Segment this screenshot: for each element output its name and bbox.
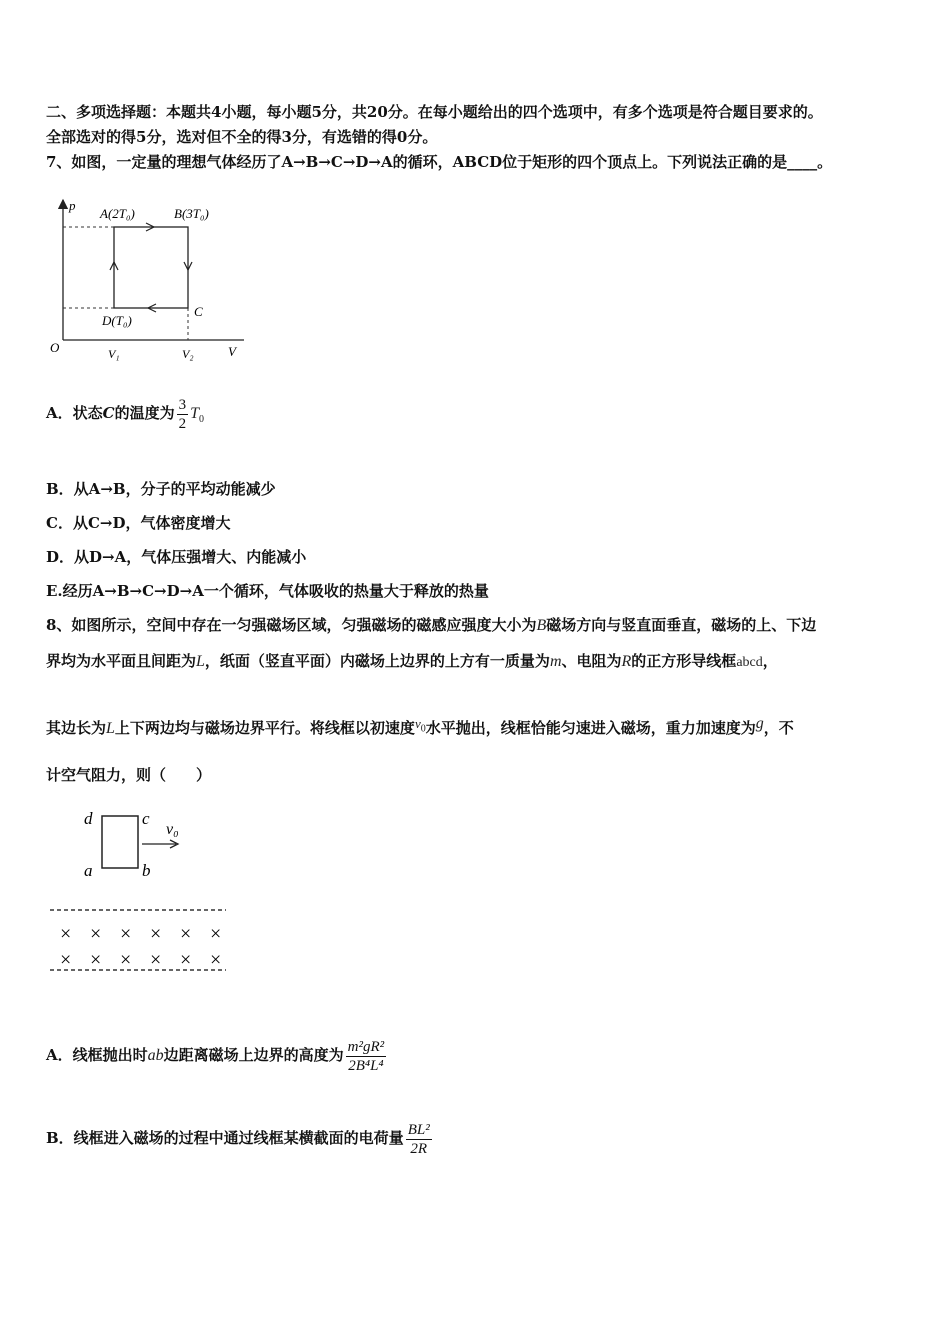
q7-option-b: B．从A→B，分子的平均动能减少 xyxy=(46,480,276,498)
q7-option-a-var: C xyxy=(102,404,115,422)
label-a: a xyxy=(84,861,93,880)
field-cross: × xyxy=(120,949,132,971)
q8-line3: 其边长为L上下两边均与磁场边界平行。将线框以初速度$v_0$水平抛出，线框恰能匀速进入磁场，重力加速度为g，不 xyxy=(46,715,794,737)
p-label: p xyxy=(69,198,76,213)
q7-answer-blank: ____。 xyxy=(787,153,833,171)
label-D: D(T₀) xyxy=(102,313,132,328)
label-B: B(3T₀) xyxy=(174,206,209,221)
q8-frame-field-diagram xyxy=(46,804,240,976)
v1-label: V₁ xyxy=(108,347,120,361)
v2-label: V₂ xyxy=(182,347,194,361)
q7-stem-text: 7、如图，一定量的理想气体经历了A→B→C→D→A的循环，ABCD位于矩形的四个顶点上。下列说法正确的是 xyxy=(46,153,788,171)
cycle-rectangle xyxy=(114,227,188,308)
field-crosses xyxy=(60,923,221,971)
label-C: C xyxy=(194,304,203,319)
sym-abcd: abcd xyxy=(736,655,763,670)
fraction-charge: $\frac{\text{BL²}}{2R}$ xyxy=(407,1121,430,1157)
q7-option-a-prefix: A．状态 xyxy=(46,404,103,422)
field-cross: × xyxy=(210,923,222,945)
q8-line4: 计空气阻力，则（ ） xyxy=(46,766,212,784)
q7-option-a-mid: 的温度为 xyxy=(114,404,175,422)
sym-g: g xyxy=(755,715,764,732)
label-A: A(2T₀) xyxy=(100,206,135,221)
field-cross: × xyxy=(90,923,102,945)
sym-L-2: L xyxy=(106,720,115,737)
sym-m: m xyxy=(549,653,562,670)
q8-option-a: A．线框抛出时ab边距离磁场上边界的高度为 $\frac{\text{m²gR²}}{\text{2B⁴L⁴}}$ xyxy=(46,1038,385,1074)
sym-B: B xyxy=(536,617,547,634)
field-cross: × xyxy=(60,949,72,971)
q7-option-c: C．从C→D，气体密度增大 xyxy=(46,514,231,532)
label-b: b xyxy=(142,861,151,880)
sym-R: R xyxy=(621,653,632,670)
square-frame xyxy=(102,816,138,868)
q7-stem xyxy=(46,152,832,172)
field-cross: × xyxy=(60,923,72,945)
q8-line2: 界均为水平面且间距为L，纸面（竖直平面）内磁场上边界的上方有一质量为m、电阻为R的正方形导线框abcd， xyxy=(46,652,778,670)
q7-option-a-T: $T_0$ xyxy=(190,405,205,426)
q8-line1: 8、如图所示，空间中存在一匀强磁场区域，匀强磁场的磁感应强度大小为B磁场方向与竖直面垂直，磁场的上、下边 xyxy=(46,616,817,634)
sym-v0: $v_0$ xyxy=(414,716,426,735)
label-d: d xyxy=(84,809,93,828)
q7-option-d: D．从D→A，气体压强增大、内能减小 xyxy=(46,548,307,566)
field-cross: × xyxy=(90,949,102,971)
field-cross: × xyxy=(180,923,192,945)
section-header-line2: 全部选对的得5分，选对但不全的得3分，有选错的得0分。 xyxy=(46,128,438,146)
sym-ab: ab xyxy=(147,1047,164,1064)
label-c: c xyxy=(142,809,150,828)
origin-label: O xyxy=(50,340,60,355)
sym-L: L xyxy=(196,653,205,670)
q7-pv-diagram xyxy=(44,194,254,366)
field-cross: × xyxy=(150,923,162,945)
field-cross: × xyxy=(120,923,132,945)
q7-option-a xyxy=(46,395,204,438)
q7-option-e: E.经历A→B→C→D→A一个循环，气体吸收的热量大于释放的热量 xyxy=(46,582,489,600)
field-cross: × xyxy=(210,949,222,971)
fraction-3-2: $\frac{3}{2}$ xyxy=(178,396,187,432)
field-cross: × xyxy=(180,949,192,971)
field-cross: × xyxy=(150,949,162,971)
q8-option-b: B．线框进入磁场的过程中通过线框某横截面的电荷量 $\frac{\text{BL²}}{2R}$ xyxy=(46,1121,430,1157)
label-v0: v₀ xyxy=(166,821,179,838)
section-header-line1: 二、多项选择题：本题共4小题，每小题5分，共20分。在每小题给出的四个选项中，有多个选项是符合题目要求的。 xyxy=(46,103,823,121)
v-label: V xyxy=(228,344,236,359)
fraction-height: $\frac{\text{m²gR²}}{\text{2B⁴L⁴}}$ xyxy=(347,1038,385,1074)
